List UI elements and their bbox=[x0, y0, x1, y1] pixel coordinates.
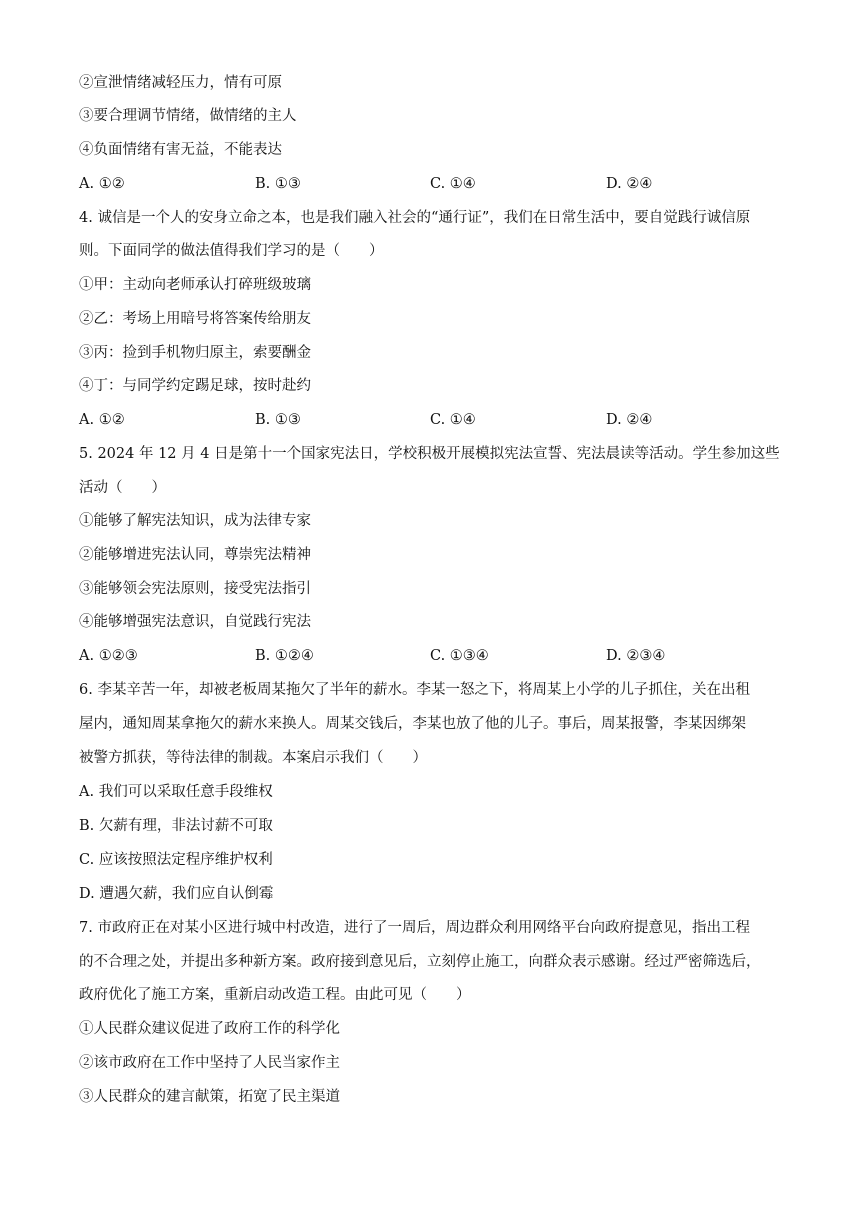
q3-item-3: ③要合理调节情绪，做情绪的主人 bbox=[79, 108, 297, 124]
q3-option-a: A. ①② bbox=[79, 176, 125, 192]
q3-options bbox=[79, 174, 799, 194]
q4-stem-line-1: 4. 诚信是一个人的安身立命之本，也是我们融入社会的“通行证”，我们在日常生活中，要自觉践行诚信原 bbox=[79, 210, 751, 226]
q7-item-3: ③人民群众的建言献策，拓宽了民主渠道 bbox=[79, 1089, 340, 1105]
q6-stem-line-3: 被警方抓获，等待法律的制裁。本案启示我们（ ） bbox=[79, 750, 427, 766]
q3-option-c: C. ①④ bbox=[430, 176, 476, 192]
q7-stem-line-2: 的不合理之处，并提出多种新方案。政府接到意见后，立刻停止施工，向群众表示感谢。经过严密筛选后， bbox=[79, 954, 761, 970]
q4-item-2: ②乙：考场上用暗号将答案传给朋友 bbox=[79, 311, 311, 327]
q3-option-d: D. ②④ bbox=[606, 176, 653, 192]
q7-item-2: ②该市政府在工作中坚持了人民当家作主 bbox=[79, 1055, 340, 1071]
q4-option-d: D. ②④ bbox=[606, 412, 653, 428]
q5-stem-line-2: 活动（ ） bbox=[79, 480, 166, 496]
q5-item-4: ④能够增强宪法意识，自觉践行宪法 bbox=[79, 614, 311, 630]
q5-option-b: B. ①②④ bbox=[255, 648, 314, 664]
q3-item-4: ④负面情绪有害无益，不能表达 bbox=[79, 142, 282, 158]
q5-options bbox=[79, 646, 799, 666]
q4-options bbox=[79, 410, 799, 430]
q4-stem-line-2: 则。下面同学的做法值得我们学习的是（ ） bbox=[79, 243, 384, 259]
q6-choice-d: D. 遭遇欠薪，我们应自认倒霉 bbox=[79, 886, 274, 902]
q3-item-2: ②宣泄情绪减轻压力，情有可原 bbox=[79, 75, 282, 91]
q5-stem-line-1: 5. 2024 年 12 月 4 日是第十一个国家宪法日，学校积极开展模拟宪法宣誓、宪法晨读等活动。学生参加这些 bbox=[79, 446, 780, 462]
q4-option-b: B. ①③ bbox=[255, 412, 301, 428]
q5-option-c: C. ①③④ bbox=[430, 648, 489, 664]
q6-stem-line-1: 6. 李某辛苦一年，却被老板周某拖欠了半年的薪水。李某一怒之下，将周某上小学的儿子抓住，关在出租 bbox=[79, 682, 750, 698]
q5-item-2: ②能够增进宪法认同，尊崇宪法精神 bbox=[79, 547, 311, 563]
q4-item-1: ①甲：主动向老师承认打碎班级玻璃 bbox=[79, 277, 311, 293]
q5-item-3: ③能够领会宪法原则，接受宪法指引 bbox=[79, 581, 311, 597]
q6-stem-line-2: 屋内，通知周某拿拖欠的薪水来换人。周某交钱后，李某也放了他的儿子。事后，周某报警，李某因绑架 bbox=[79, 716, 746, 732]
q4-item-3: ③丙：捡到手机物归原主，索要酬金 bbox=[79, 345, 311, 361]
q6-choice-c: C. 应该按照法定程序维护权利 bbox=[79, 852, 273, 868]
q7-stem-line-3: 政府优化了施工方案，重新启动改造工程。由此可见（ ） bbox=[79, 987, 471, 1003]
q7-item-1: ①人民群众建议促进了政府工作的科学化 bbox=[79, 1021, 340, 1037]
q6-choice-b: B. 欠薪有理，非法讨薪不可取 bbox=[79, 818, 273, 834]
q4-option-c: C. ①④ bbox=[430, 412, 476, 428]
q6-choice-a: A. 我们可以采取任意手段维权 bbox=[79, 784, 273, 800]
q4-item-4: ④丁：与同学约定踢足球，按时赴约 bbox=[79, 378, 311, 394]
q5-item-1: ①能够了解宪法知识，成为法律专家 bbox=[79, 513, 311, 529]
q3-option-b: B. ①③ bbox=[255, 176, 301, 192]
q5-option-a: A. ①②③ bbox=[79, 648, 138, 664]
q5-option-d: D. ②③④ bbox=[606, 648, 666, 664]
q4-option-a: A. ①② bbox=[79, 412, 125, 428]
q7-stem-line-1: 7. 市政府正在对某小区进行城中村改造，进行了一周后，周边群众利用网络平台向政府提意见，指出工程 bbox=[79, 920, 750, 936]
